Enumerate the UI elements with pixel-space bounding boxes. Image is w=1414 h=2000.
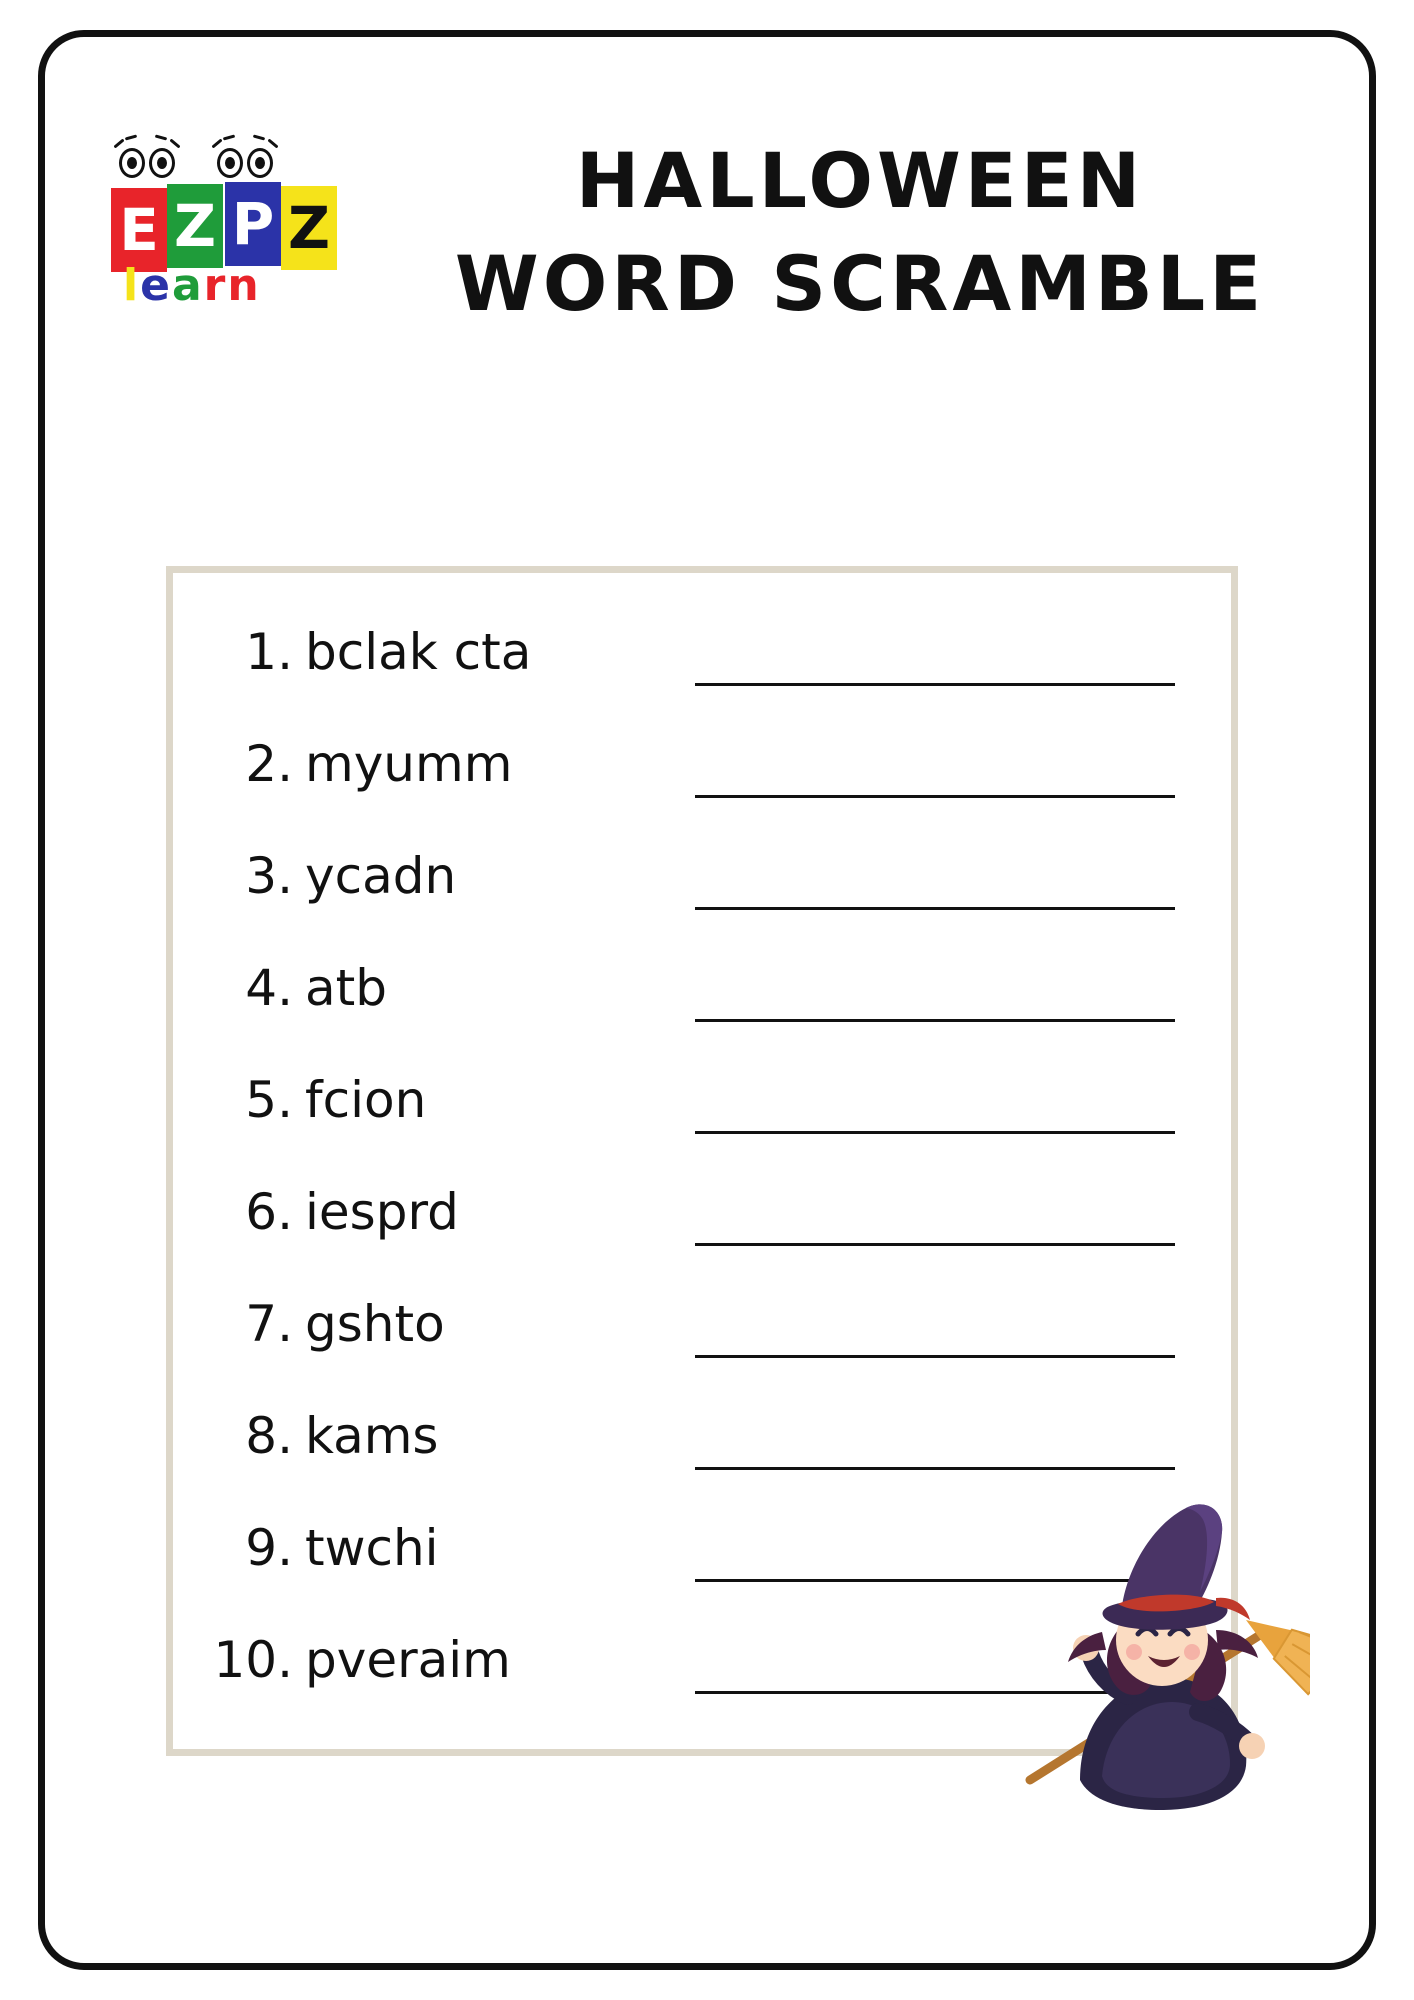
list-item [173, 831, 1231, 943]
page-title-line-2: WORD SCRAMBLE [454, 238, 1266, 328]
list-item [173, 943, 1231, 1055]
answer-blank[interactable] [695, 907, 1175, 910]
list-item [173, 1167, 1231, 1279]
scrambled-word: ycadn [305, 847, 457, 905]
answer-blank[interactable] [695, 1243, 1175, 1246]
item-number: 2. [245, 735, 293, 793]
page-title [400, 130, 1320, 335]
item-number: 9. [245, 1519, 293, 1577]
logo-wordmark-letter: l [123, 260, 141, 311]
scrambled-word: twchi [305, 1519, 439, 1577]
eye-icon [119, 148, 145, 178]
eye-pair-left-icon [117, 140, 181, 184]
list-item [173, 607, 1231, 719]
scrambled-word: kams [305, 1407, 439, 1465]
logo-tile-p: P [225, 182, 281, 266]
logo-wordmark-letter: n [227, 260, 261, 311]
ezpz-learn-logo [105, 140, 365, 330]
eye-icon [217, 148, 243, 178]
logo-eyes-icon [117, 140, 287, 186]
list-item [173, 1279, 1231, 1391]
answer-blank[interactable] [695, 1467, 1175, 1470]
eye-pair-right-icon [215, 140, 279, 184]
answer-blank[interactable] [695, 683, 1175, 686]
logo-tile-z1: Z [167, 184, 223, 268]
worksheet-header [90, 120, 1320, 360]
item-number: 5. [245, 1071, 293, 1129]
logo-wordmark [123, 260, 261, 311]
answer-blank[interactable] [695, 1131, 1175, 1134]
scrambled-word: myumm [305, 735, 513, 793]
item-number: 3. [245, 847, 293, 905]
item-number: 10. [213, 1631, 293, 1689]
scrambled-word: fcion [305, 1071, 427, 1129]
eye-icon [247, 148, 273, 178]
scrambled-word: pveraim [305, 1631, 511, 1689]
list-item [173, 1055, 1231, 1167]
item-number: 1. [245, 623, 293, 681]
list-item [173, 719, 1231, 831]
page-title-line-1: HALLOWEEN [575, 136, 1145, 225]
item-number: 8. [245, 1407, 293, 1465]
scrambled-word: gshto [305, 1295, 445, 1353]
scrambled-word: atb [305, 959, 387, 1017]
answer-blank[interactable] [695, 795, 1175, 798]
scrambled-word: iesprd [305, 1183, 459, 1241]
logo-wordmark-letter: a [171, 260, 204, 311]
item-number: 7. [245, 1295, 293, 1353]
answer-blank[interactable] [695, 1355, 1175, 1358]
logo-tile-e: E [111, 188, 167, 272]
item-number: 6. [245, 1183, 293, 1241]
logo-tile-z2: Z [281, 186, 337, 270]
logo-wordmark-letter: e [140, 260, 172, 311]
answer-blank[interactable] [695, 1019, 1175, 1022]
eye-icon [149, 148, 175, 178]
logo-wordmark-letter: r [203, 260, 228, 311]
witch-on-broom-icon [1010, 1480, 1310, 1810]
item-number: 4. [245, 959, 293, 1017]
scrambled-word: bclak cta [305, 623, 532, 681]
